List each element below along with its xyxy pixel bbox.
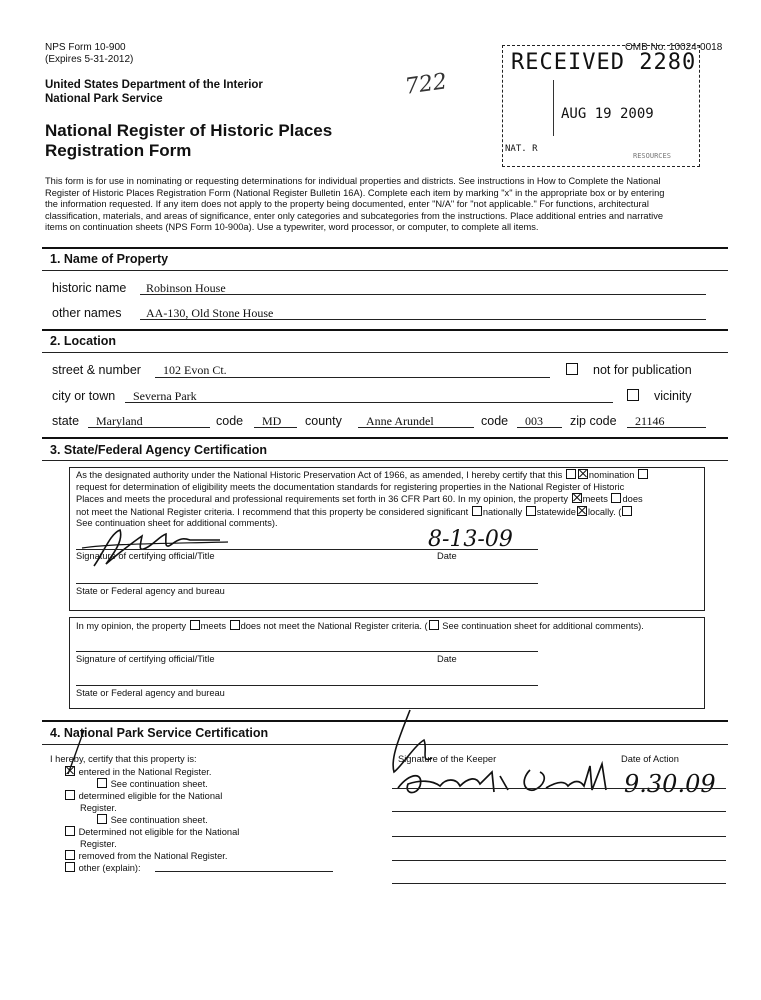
form-number: NPS Form 10-900 [45, 42, 126, 53]
not-eligible-checkbox[interactable] [65, 826, 75, 836]
removed-checkbox[interactable] [65, 850, 75, 860]
certifying-official-signature [80, 522, 230, 570]
meets-checkbox[interactable] [572, 493, 582, 503]
state-certification-text: As the designated authority under the National Historic Preservation Act of 1966, as amended, I hereby certify that this nomination request for determination of eligibility meets the documentation standards for registering properties in the National Register of Historic Places and meets the procedural and professional requirements set forth in 36 CFR Part 60. In my opinion, the property meets does not meet the National Register criteria. I recommend that this property be considered significant nationally statewide locally. ( See continuation sheet for additional comments). [76, 469, 700, 530]
signature-label: Signature of certifying official/Title [76, 551, 215, 561]
historic-name-value[interactable]: Robinson House [146, 281, 226, 295]
opinion-meets-checkbox[interactable] [190, 620, 200, 630]
signature2-label: Signature of certifying official/Title [76, 654, 215, 664]
stamp-nat: NAT. R [505, 144, 538, 154]
date-of-action-label: Date of Action [621, 754, 679, 764]
street-value[interactable]: 102 Evon Ct. [163, 363, 227, 377]
street-label: street & number [52, 363, 141, 377]
zip-label: zip code [570, 414, 617, 428]
opinion-does-not-meet-checkbox[interactable] [230, 620, 240, 630]
other-checkbox[interactable] [65, 862, 75, 872]
statewide-checkbox[interactable] [526, 506, 536, 516]
nps-options: entered in the National Register. See continuation sheet. determined eligible for the National Register. See continuation sheet. Determined not eligible for the National Register. removed from the National Register. other (explain): [64, 766, 239, 874]
keeper-certify-text: I hereby, certify that this property is: [50, 754, 197, 764]
handwritten-reference: 722 [403, 69, 449, 100]
other-names-value[interactable]: AA-130, Old Stone House [146, 306, 274, 320]
agency-name: National Park Service [45, 93, 163, 105]
section-2-title: 2. Location [50, 334, 116, 348]
form-expiration: (Expires 5-31-2012) [45, 54, 134, 65]
state-value[interactable]: Maryland [96, 414, 143, 428]
received-stamp [502, 45, 700, 167]
section-1-title: 1. Name of Property [50, 252, 169, 266]
date-label: Date [437, 551, 457, 561]
section-3-title: 3. State/Federal Agency Certification [50, 443, 267, 457]
vicinity-label: vicinity [654, 389, 692, 403]
historic-name-label: historic name [52, 281, 127, 295]
eligible-continuation-checkbox[interactable] [97, 814, 107, 824]
county-code-label: code [481, 414, 509, 428]
vicinity-checkbox[interactable] [627, 389, 639, 401]
county-value[interactable]: Anne Arundel [366, 414, 434, 428]
not-for-publication-checkbox[interactable] [566, 363, 578, 375]
county-label: county [305, 414, 342, 428]
agency-bureau2-label: State or Federal agency and bureau [76, 688, 225, 698]
certification-date-handwritten: 8-13-09 [428, 527, 513, 552]
nomination-checkbox[interactable] [578, 469, 588, 479]
opinion-text: In my opinion, the property meets does not meet the National Register criteria. ( See continuation sheet for additional comments). [76, 621, 644, 631]
keeper-signature-label: Signature of the Keeper [398, 754, 497, 764]
request-checkbox[interactable] [638, 469, 648, 479]
stamp-received-text: RECEIVED 2280 [511, 50, 697, 75]
form-title: National Register of Historic Places [45, 121, 333, 140]
department-name: United States Department of the Interior [45, 79, 263, 91]
keeper-signature [380, 706, 620, 798]
state-code-label: code [216, 414, 244, 428]
form-subtitle: Registration Form [45, 141, 192, 160]
nationally-checkbox[interactable] [472, 506, 482, 516]
stamp-date: AUG 19 2009 [561, 106, 654, 122]
section-4-title: 4. National Park Service Certification [50, 726, 269, 740]
instructions-paragraph: This form is for use in nominating or requesting determinations for individual properties and districts. See instructions in How to Complete the National Register of Historic Places Registration Form (National Register Bulletin 16A). Complete each item by marking "x" in the appropriate box or by entering the information requested. If any item does not apply to the property being documented, enter "N/A" for "not applicable." For functions, architectural classification, materials, and areas of significance, enter only categories and subcategories from the instructions. Place additional entries and narrative items on continuation sheets (NPS Form 10-900a). Use a typewriter, word processor, or computer, to complete all items. [45, 176, 665, 232]
determined-eligible-checkbox[interactable] [65, 790, 75, 800]
locally-checkbox[interactable] [577, 506, 587, 516]
does-not-meet-checkbox[interactable] [611, 493, 621, 503]
zip-value[interactable]: 21146 [635, 414, 665, 428]
county-code-value[interactable]: 003 [525, 414, 543, 428]
check-mark-icon [60, 728, 90, 778]
other-names-label: other names [52, 306, 122, 320]
state-code-value[interactable]: MD [262, 414, 282, 428]
state-label: state [52, 414, 80, 428]
city-value[interactable]: Severna Park [133, 389, 197, 403]
date-of-action-handwritten: 9.30.09 [624, 770, 716, 798]
date2-label: Date [437, 654, 457, 664]
city-label: city or town [52, 389, 116, 403]
stamp-resources: RESOURCES [633, 152, 671, 160]
omb-number: OMB No. 10024-0018 [625, 42, 723, 53]
entered-continuation-checkbox[interactable] [97, 778, 107, 788]
not-for-publication-label: not for publication [593, 363, 692, 377]
agency-bureau-label: State or Federal agency and bureau [76, 586, 225, 596]
